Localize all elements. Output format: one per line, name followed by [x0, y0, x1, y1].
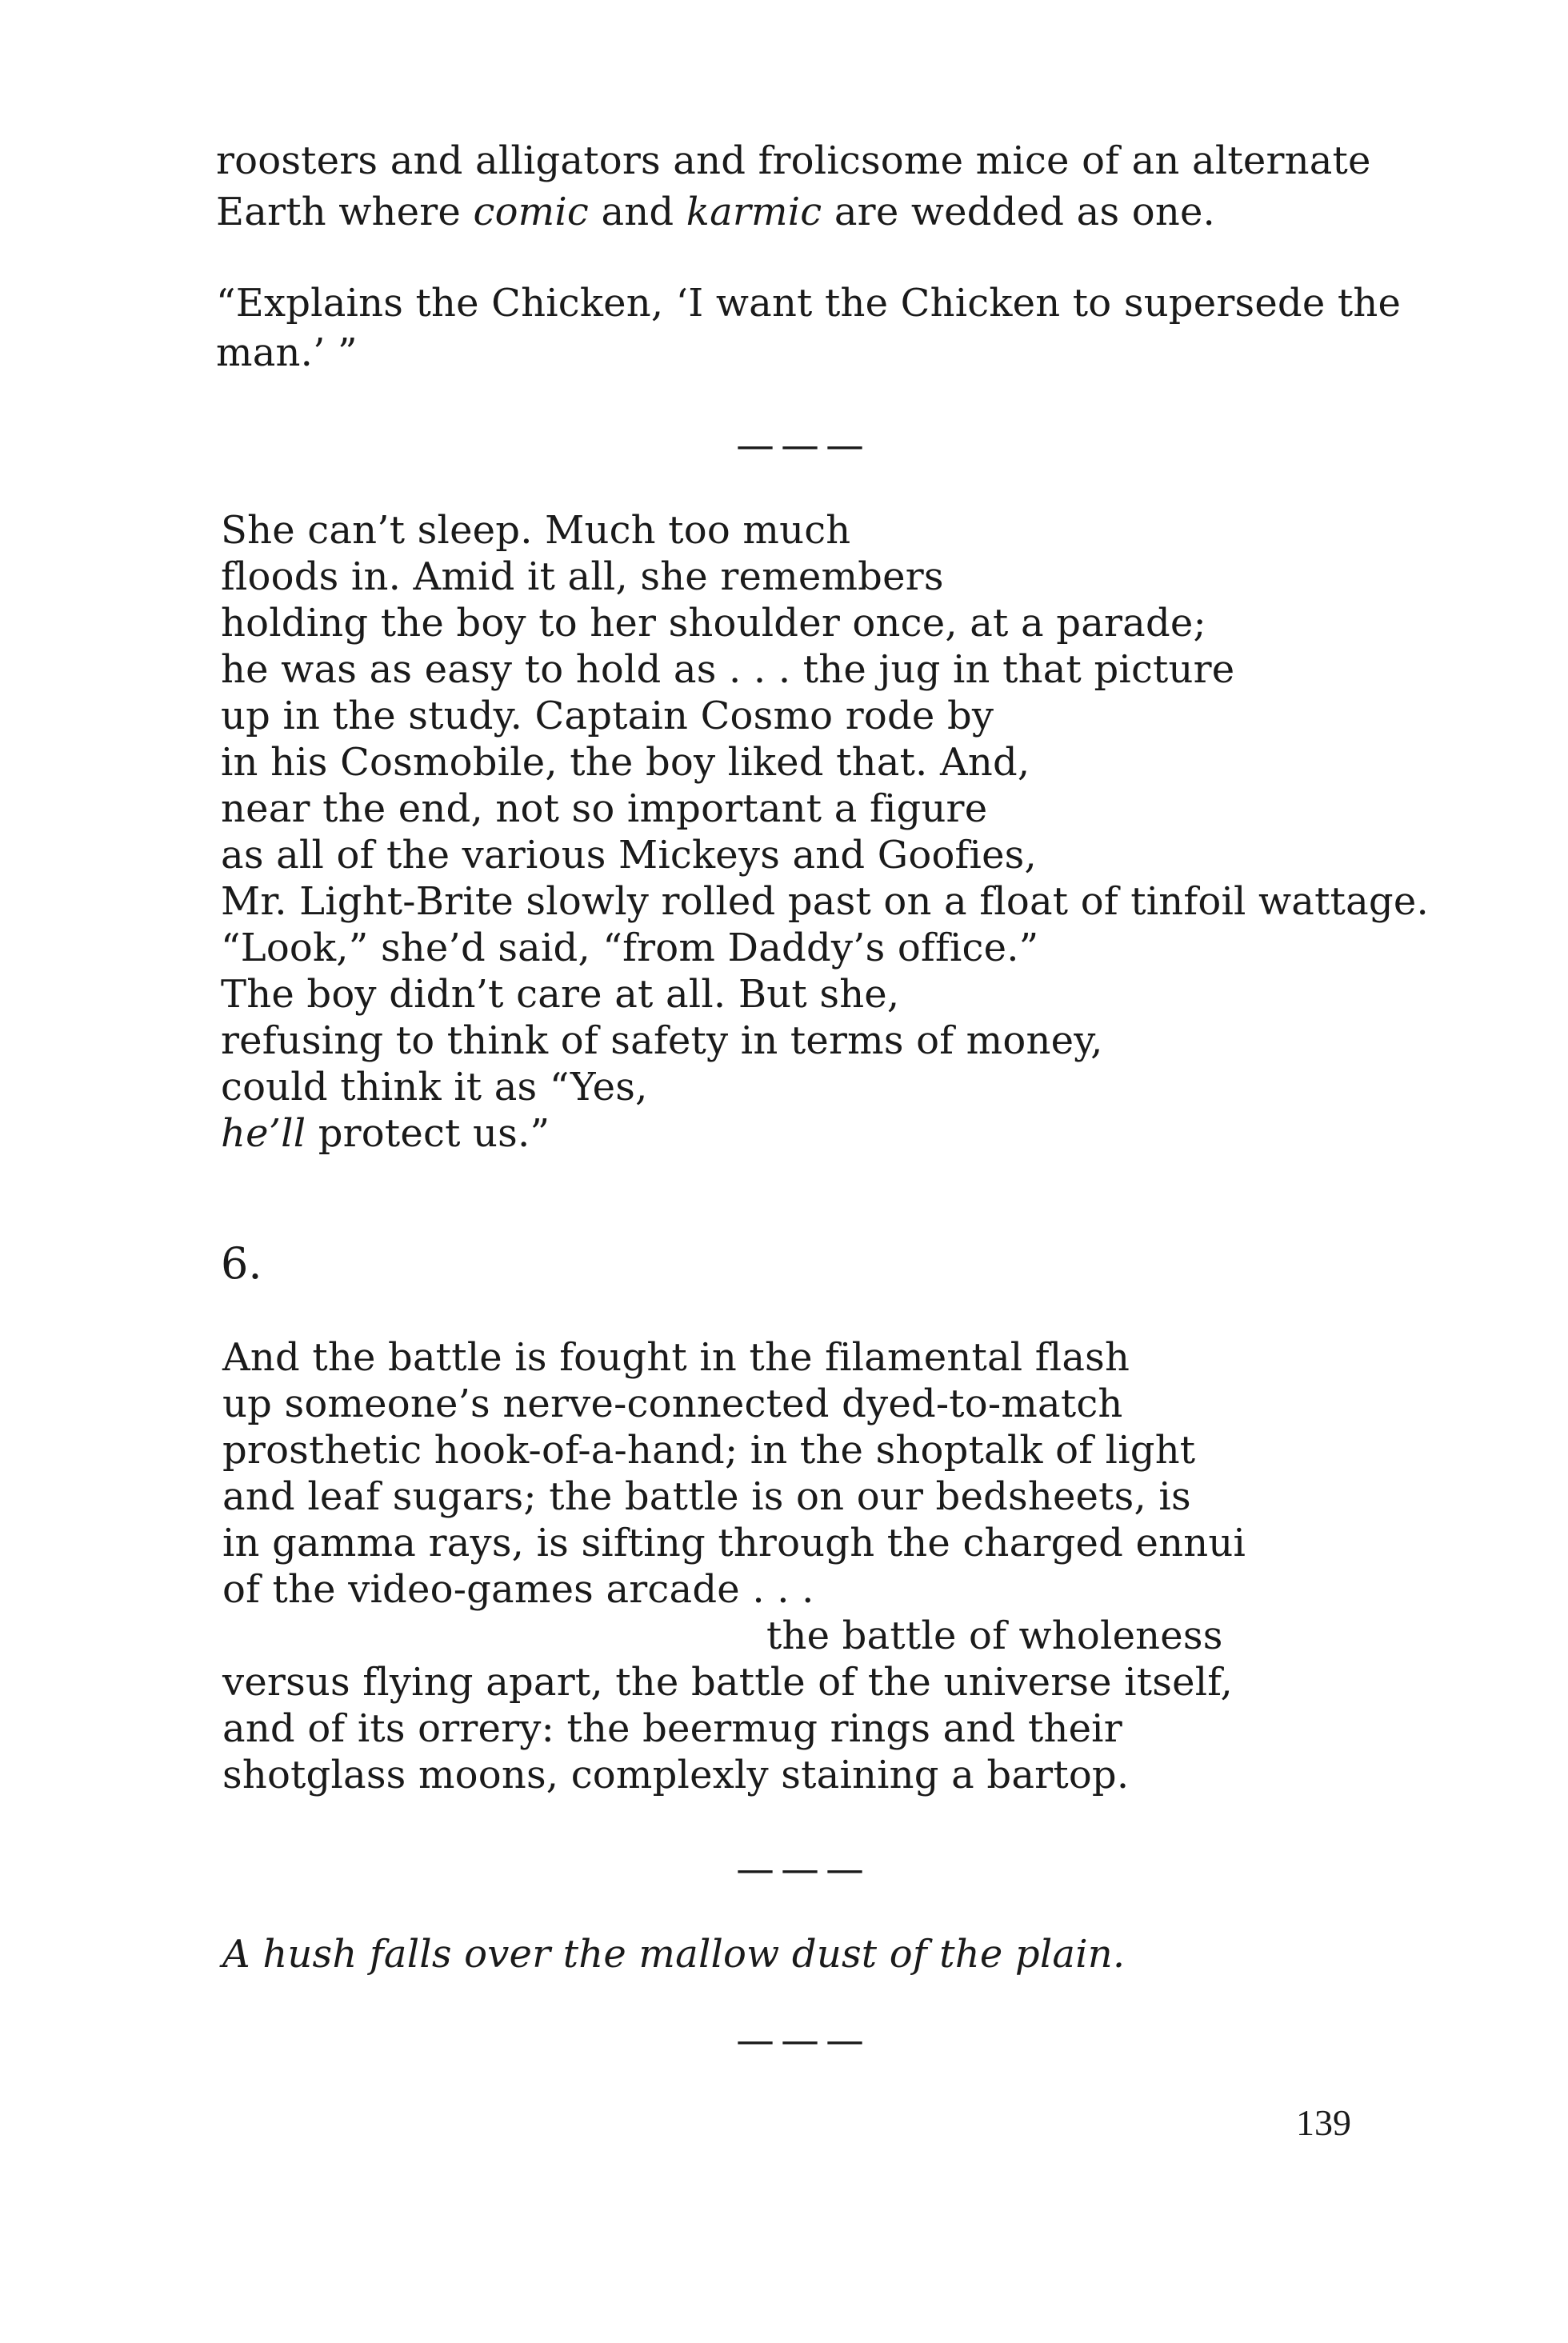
stanza1-line-14 [221, 1110, 550, 1157]
stanza2-line-1: And the battle is fought in the filamental flash [222, 1335, 1130, 1380]
stanza2-line-6: of the video-games arcade . . . [222, 1567, 814, 1612]
stanza1-line-6: in his Cosmobile, the boy liked that. And, [221, 740, 1030, 785]
stanza1-line-1: She can’t sleep. Much too much [221, 508, 851, 553]
stanza2-line-4: and leaf sugars; the battle is on our bedsheets, is [222, 1474, 1191, 1519]
stanza2-line-5: in gamma rays, is sifting through the charged ennui [222, 1521, 1246, 1565]
italic-line: A hush falls over the mallow dust of the plain. [222, 1932, 1126, 1977]
para1-karmic: karmic [686, 190, 822, 234]
para1-line2-e: are wedded as one. [822, 190, 1216, 234]
stanza1-line-8: as all of the various Mickeys and Goofies, [221, 833, 1037, 878]
stanza1-line-2: floods in. Amid it all, she remembers [221, 554, 944, 599]
stanza2-line-7: versus flying apart, the battle of the universe itself, [222, 1660, 1233, 1705]
para1-line1: roosters and alligators and frolicsome mice of an alternate [216, 138, 1371, 183]
stanza1-line-9: Mr. Light-Brite slowly rolled past on a float of tinfoil wattage. [221, 879, 1429, 924]
stanza2-indented-line: the battle of wholeness [766, 1613, 1223, 1658]
stanza2-line-2: up someone’s nerve-connected dyed-to-match [222, 1381, 1123, 1426]
stanza2-line-9: shotglass moons, complexly staining a bartop. [222, 1753, 1130, 1797]
stanza1-line-4: he was as easy to hold as . . . the jug in that picture [221, 647, 1235, 692]
stanza1-hell: he’ll [221, 1111, 306, 1156]
stanza1-line-11: The boy didn’t care at all. But she, [221, 972, 900, 1017]
section-separator-2: ——— [736, 1847, 870, 1892]
stanza1-line-3: holding the boy to her shoulder once, at a parade; [221, 601, 1206, 646]
para1-comic: comic [473, 190, 590, 234]
para2-line2: man.’ ” [216, 330, 358, 375]
stanza2-line-3: prosthetic hook-of-a-hand; in the shoptalk of light [222, 1428, 1196, 1473]
para1-line2 [216, 189, 1215, 235]
section-heading: 6. [221, 1238, 262, 1289]
stanza1-line-5: up in the study. Captain Cosmo rode by [221, 694, 994, 738]
section-separator-1: ——— [736, 423, 870, 468]
stanza1-line-10: “Look,” she’d said, “from Daddy’s office.” [221, 926, 1039, 970]
section-separator-3: ——— [736, 2018, 870, 2063]
stanza1-line-7: near the end, not so important a figure [221, 786, 988, 831]
para2-line1: “Explains the Chicken, ‘I want the Chicken to supersede the [216, 281, 1402, 326]
page-number: 139 [1296, 2102, 1351, 2143]
stanza1-line-13: could think it as “Yes, [221, 1065, 648, 1110]
stanza2-line-8: and of its orrery: the beermug rings and their [222, 1706, 1122, 1751]
para1-line2-a: Earth where [216, 190, 474, 234]
para1-line2-c: and [589, 190, 686, 234]
stanza1-line-14-rest: protect us.” [306, 1111, 550, 1156]
stanza1-line-12: refusing to think of safety in terms of money, [221, 1018, 1103, 1063]
